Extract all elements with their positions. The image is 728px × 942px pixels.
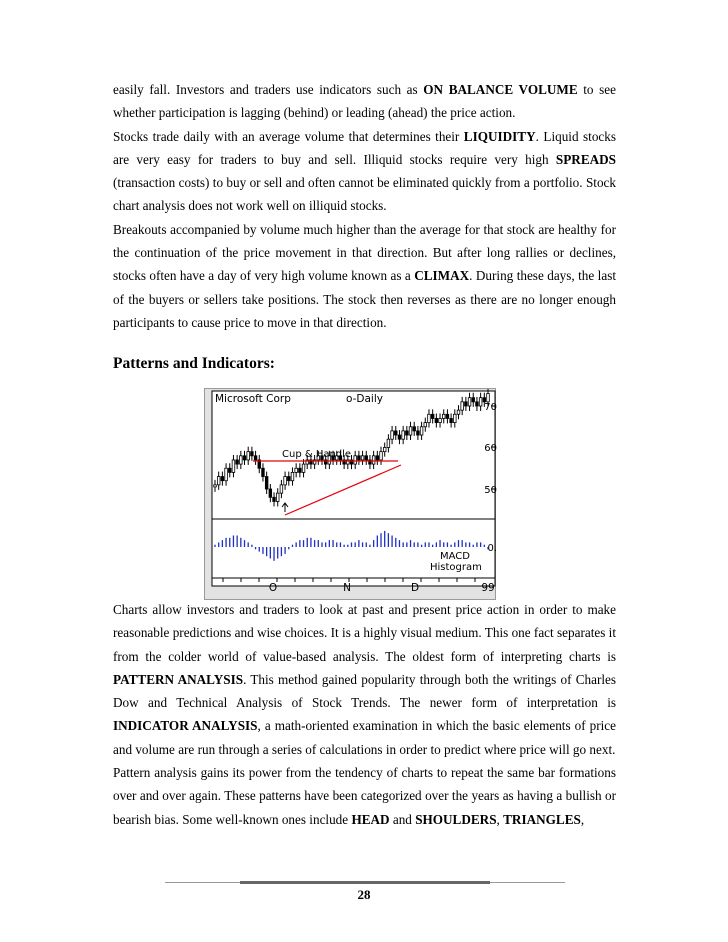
candle-body bbox=[468, 398, 471, 406]
candle-body bbox=[406, 431, 409, 435]
bold-term: SHOULDERS bbox=[415, 811, 497, 827]
text-run: Pattern analysis gains its power from the tendency of charts to repeat the same bar formations over and over again. These patterns have been categorized over the years as having a bullish or bearish bias. Some well-known ones include bbox=[113, 765, 616, 827]
candle-body bbox=[291, 472, 294, 480]
candle-body bbox=[413, 427, 416, 431]
candle-body bbox=[214, 485, 217, 487]
candle-body bbox=[284, 477, 287, 485]
candle-body bbox=[295, 468, 298, 472]
candle-body bbox=[228, 468, 231, 472]
text-run: . During these days, the last of the buyers or sellers take positions. The stock then reverses as there are no longer enough participants to cause price to move in that direction. bbox=[113, 268, 616, 330]
bold-term: ON BALANCE VOLUME bbox=[423, 82, 578, 97]
x-tick-label: 99 bbox=[481, 582, 495, 594]
histogram-label: Histogram bbox=[430, 562, 482, 573]
candle-body bbox=[361, 456, 364, 460]
text-run: Charts allow investors and traders to look at past and present price action in order to make reasonable predictions and wise choices. It is a highly visual medium. This one fact separates it from the colder world of value-based analysis. The oldest form of interpreting charts is bbox=[113, 602, 616, 664]
paragraph-on-balance-volume bbox=[113, 78, 616, 125]
candle-body bbox=[287, 477, 290, 481]
candle-body bbox=[461, 402, 464, 410]
candle-body bbox=[254, 456, 257, 460]
page-number: 28 bbox=[357, 887, 371, 902]
text-run: . Liquid stocks are very easy for traders to buy and sell. Illiquid stocks require very high bbox=[113, 128, 616, 167]
footer-rule-thick bbox=[240, 881, 490, 884]
candle-body bbox=[457, 410, 460, 414]
candle-body bbox=[280, 485, 283, 493]
candle-body bbox=[358, 456, 361, 460]
candle-body bbox=[453, 414, 456, 422]
candle-body bbox=[483, 398, 486, 402]
candle-body bbox=[476, 402, 479, 406]
candle-body bbox=[439, 418, 442, 422]
body-text-bottom bbox=[113, 598, 616, 831]
candle-body bbox=[420, 427, 423, 435]
candle-body bbox=[409, 427, 412, 435]
y-tick-label: 60 bbox=[484, 443, 497, 454]
macd-zero-label: 0. bbox=[487, 543, 497, 554]
candle-body bbox=[251, 452, 254, 456]
paragraph-liquidity bbox=[113, 125, 616, 218]
x-tick-label: N bbox=[343, 582, 351, 594]
candle-body bbox=[276, 493, 279, 501]
bold-term: CLIMAX bbox=[414, 268, 470, 284]
text-run: to see whether participation is lagging (behind) or leading (ahead) the price action. bbox=[113, 82, 616, 121]
bold-term: HEAD bbox=[351, 811, 390, 827]
candle-body bbox=[450, 418, 453, 422]
candle-body bbox=[424, 423, 427, 427]
candle-body bbox=[372, 456, 375, 464]
candle-body bbox=[262, 468, 265, 476]
text-run: , a math-oriented examination in which the basic elements of price and volume are run through a series of calculations in order to predict where price will go next. bbox=[113, 718, 616, 757]
paragraph-charts-allow bbox=[113, 598, 616, 761]
candle-body bbox=[402, 431, 405, 439]
candle-body bbox=[376, 456, 379, 460]
candle-body bbox=[398, 435, 401, 439]
candle-body bbox=[446, 414, 449, 418]
chart-title: Microsoft Corp bbox=[215, 393, 291, 405]
candle-body bbox=[394, 431, 397, 435]
stock-chart-svg bbox=[205, 389, 497, 601]
stock-chart-figure bbox=[204, 388, 496, 600]
x-tick-label: D bbox=[410, 582, 420, 594]
candle-body bbox=[240, 456, 243, 464]
macd-label: MACD bbox=[440, 551, 470, 562]
candle-body bbox=[387, 439, 390, 447]
footer-rule bbox=[165, 881, 565, 884]
bold-term: TRIANGLES bbox=[503, 811, 581, 827]
text-run: easily fall. Investors and traders use indicators such as bbox=[113, 82, 424, 97]
bold-term: LIQUIDITY bbox=[463, 128, 536, 144]
candle-body bbox=[299, 468, 302, 472]
y-tick-label: 70 bbox=[484, 402, 497, 413]
bold-term: SPREADS bbox=[555, 151, 616, 167]
candle-body bbox=[243, 456, 246, 460]
candle-body bbox=[487, 394, 490, 402]
candle-body bbox=[269, 489, 272, 497]
candle-body bbox=[232, 460, 235, 472]
candle-body bbox=[236, 460, 239, 464]
body-text-top bbox=[113, 78, 616, 334]
text-run: Breakouts accompanied by volume much higher than the average for that stock are healthy for the continuation of the price movement in that direction. But after long rallies or declines, stocks often have a day of very high volume known as a bbox=[113, 221, 616, 284]
candle-body bbox=[435, 418, 438, 422]
candle-body bbox=[391, 431, 394, 439]
section-heading: Patterns and Indicators: bbox=[113, 355, 275, 372]
x-tick-label: O bbox=[268, 582, 278, 594]
y-tick-label: 50 bbox=[484, 485, 497, 496]
candle-body bbox=[383, 448, 386, 452]
candle-body bbox=[247, 452, 250, 460]
candle-body bbox=[302, 464, 305, 472]
text-run: , bbox=[496, 811, 504, 827]
candle-body bbox=[265, 477, 268, 489]
text-run: and bbox=[389, 811, 416, 827]
text-run: Stocks trade daily with an average volume that determines their bbox=[113, 128, 464, 144]
chart-subtitle: o-Daily bbox=[346, 393, 383, 405]
bold-term: PATTERN ANALYSIS bbox=[113, 671, 244, 687]
bold-term: INDICATOR ANALYSIS bbox=[113, 718, 258, 734]
candle-body bbox=[354, 456, 357, 464]
candle-body bbox=[380, 452, 383, 460]
candle-body bbox=[273, 497, 276, 501]
paragraph-pattern-analysis bbox=[113, 761, 616, 831]
candle-body bbox=[428, 414, 431, 422]
candle-body bbox=[465, 402, 468, 406]
text-run: . This method gained popularity through both the writings of Charles Dow and Technical Analysis of Stock Trends. The newer form of interpretation is bbox=[113, 671, 616, 711]
candle-body bbox=[442, 414, 445, 418]
candle-body bbox=[225, 468, 228, 480]
cup-handle-label: Cup & Handle bbox=[282, 449, 352, 460]
paragraph-breakouts bbox=[113, 218, 616, 334]
candle-body bbox=[472, 398, 475, 402]
candle-body bbox=[479, 398, 482, 406]
candle-body bbox=[417, 431, 420, 435]
candle-body bbox=[221, 477, 224, 481]
candle-body bbox=[431, 414, 434, 418]
candle-body bbox=[217, 477, 220, 485]
candle-body bbox=[365, 456, 368, 460]
text-run: , bbox=[580, 811, 585, 827]
text-run: (transaction costs) to buy or sell and often cannot be eliminated quickly from a portfolio. Stock chart analysis does not work well on illiquid stocks. bbox=[113, 175, 616, 214]
